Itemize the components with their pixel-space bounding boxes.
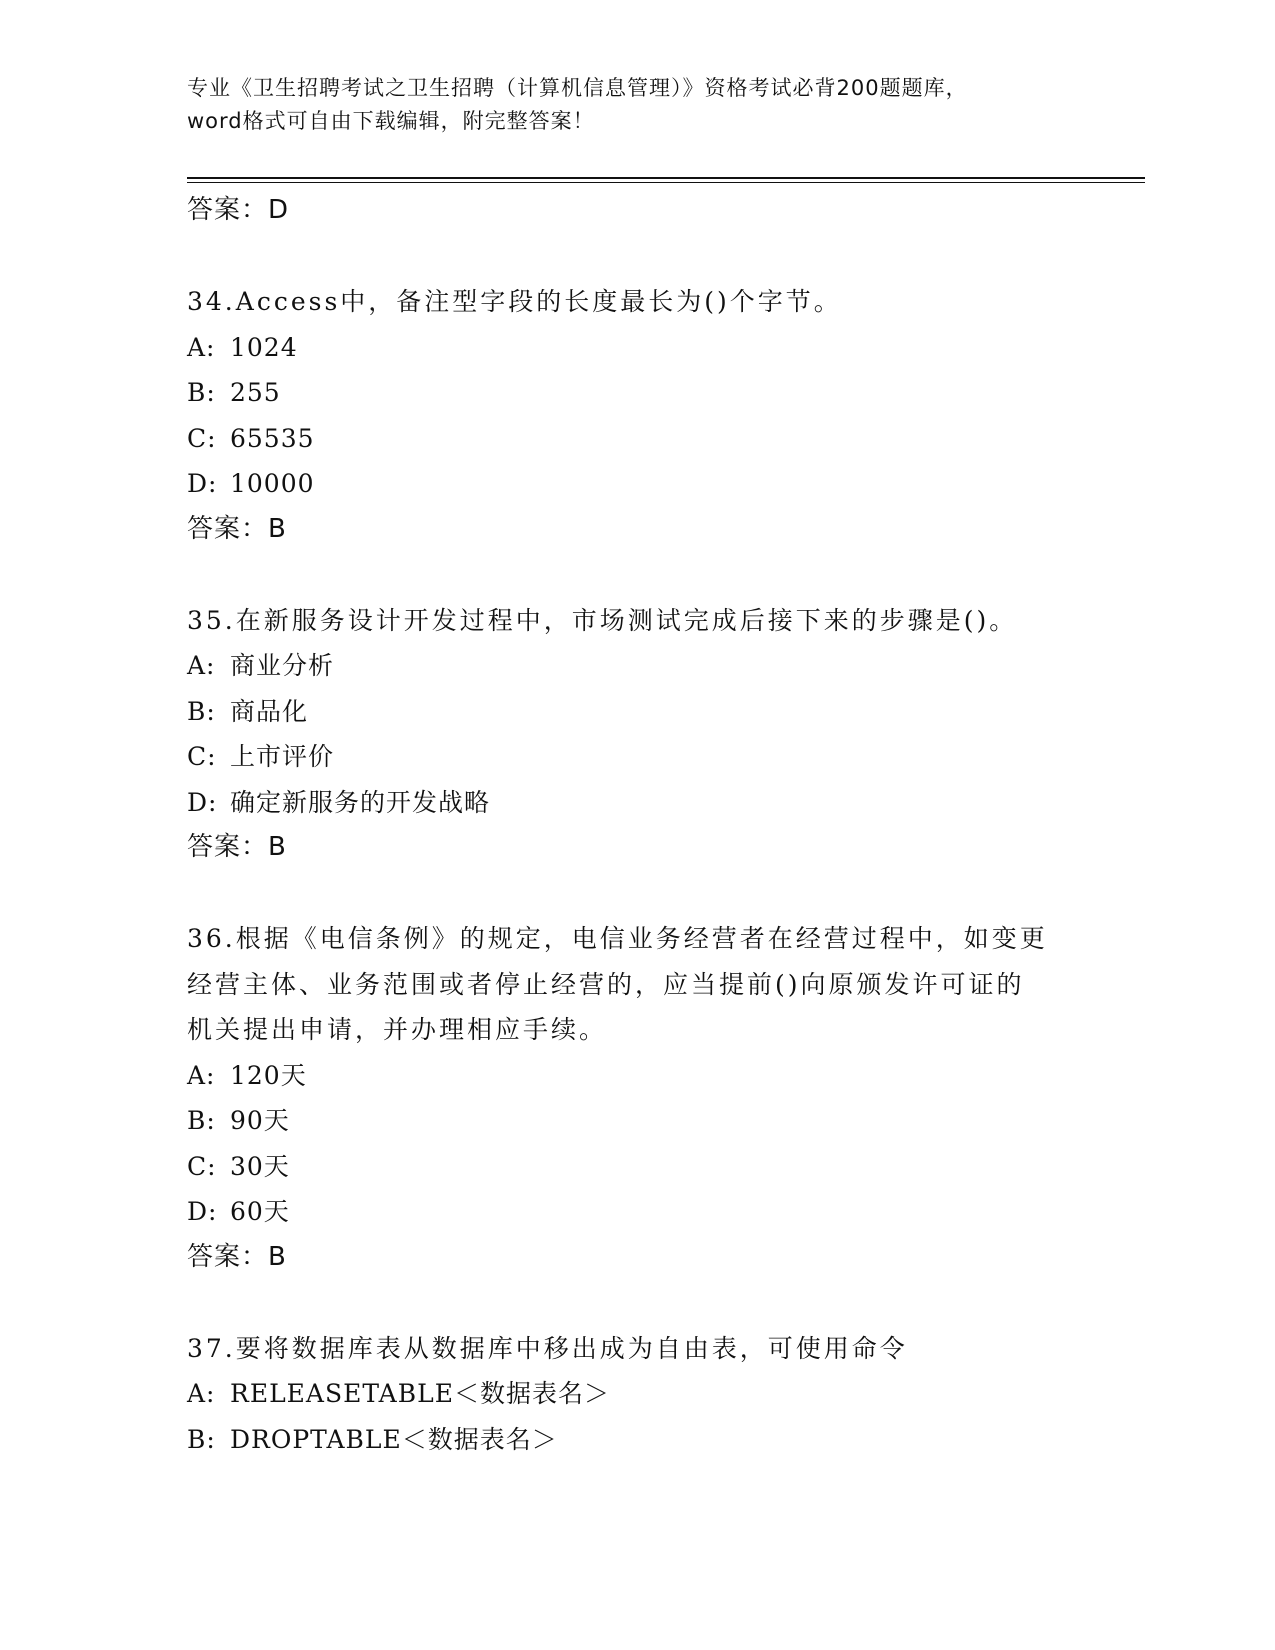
header-rule-thin	[187, 182, 1145, 183]
option-text: 商业分析	[230, 651, 335, 680]
option-d	[187, 461, 1087, 507]
question-text-line-3: 机关提出申请，并办理相应手续。	[187, 1015, 608, 1044]
option-text: 60天	[230, 1197, 290, 1226]
question-list	[187, 188, 1087, 1462]
option-d	[187, 1189, 1087, 1235]
option-text: 255	[230, 378, 281, 407]
option-letter: A:	[187, 332, 216, 362]
answer-35: 答案：B	[187, 832, 287, 862]
option-d	[187, 780, 1087, 826]
answer-34: 答案：B	[187, 513, 287, 544]
option-text: 10000	[230, 469, 315, 498]
option-a	[187, 1053, 1087, 1099]
option-a	[187, 325, 1087, 371]
option-text: 1024	[230, 332, 298, 362]
document-header	[187, 72, 1087, 138]
option-letter: A:	[187, 651, 216, 680]
option-text: 90天	[230, 1106, 290, 1135]
option-text: 确定新服务的开发战略	[230, 787, 491, 817]
option-c	[187, 734, 1087, 780]
option-letter: C:	[187, 1151, 217, 1181]
option-letter: B:	[187, 1424, 216, 1454]
option-b	[187, 1098, 1087, 1144]
question-37	[187, 1326, 1087, 1463]
question-text: 34.Access中，备注型字段的长度最长为()个字节。	[187, 287, 842, 316]
header-rule-thick	[187, 177, 1145, 179]
question-text-line-2: 经营主体、业务范围或者停止经营的，应当提前()向原颁发许可证的	[187, 969, 1025, 999]
answer-36: 答案：B	[187, 1241, 287, 1272]
question-36	[187, 916, 1087, 1280]
option-letter: B:	[187, 1106, 216, 1135]
option-b	[187, 1417, 1087, 1463]
option-letter: D:	[187, 787, 218, 817]
option-c	[187, 416, 1087, 462]
question-34	[187, 279, 1087, 552]
option-text: 30天	[230, 1151, 290, 1181]
spacer	[187, 552, 1087, 598]
spacer	[187, 233, 1087, 279]
option-letter: A:	[187, 1379, 216, 1408]
option-text: 65535	[230, 423, 315, 453]
question-35	[187, 598, 1087, 871]
answer-33: 答案：D	[187, 195, 290, 225]
option-letter: B:	[187, 378, 216, 407]
option-letter: C:	[187, 742, 217, 771]
question-text: 35.在新服务设计开发过程中，市场测试完成后接下来的步骤是()。	[187, 605, 1018, 635]
option-text: RELEASETABLE＜数据表名＞	[230, 1379, 610, 1408]
option-letter: B:	[187, 696, 216, 726]
option-b	[187, 370, 1087, 416]
spacer	[187, 870, 1087, 916]
question-text: 37.要将数据库表从数据库中移出成为自由表，可使用命令	[187, 1333, 908, 1363]
option-c	[187, 1144, 1087, 1190]
option-a	[187, 643, 1087, 689]
option-letter: D:	[187, 469, 218, 498]
option-text: 上市评价	[230, 742, 335, 771]
option-a	[187, 1371, 1087, 1417]
option-text: 商品化	[230, 696, 309, 726]
spacer	[187, 1280, 1087, 1326]
option-b	[187, 689, 1087, 735]
header-line-1: 专业《卫生招聘考试之卫生招聘（计算机信息管理）》资格考试必背200题题库，	[187, 76, 968, 100]
header-line-2: word格式可自由下载编辑，附完整答案！	[187, 109, 595, 133]
option-letter: A:	[187, 1060, 216, 1090]
option-letter: D:	[187, 1197, 218, 1226]
option-text: DROPTABLE＜数据表名＞	[230, 1424, 558, 1454]
option-text: 120天	[230, 1060, 307, 1090]
question-text-line-1: 36.根据《电信条例》的规定，电信业务经营者在经营过程中，如变更	[187, 924, 1048, 953]
option-letter: C:	[187, 423, 217, 453]
